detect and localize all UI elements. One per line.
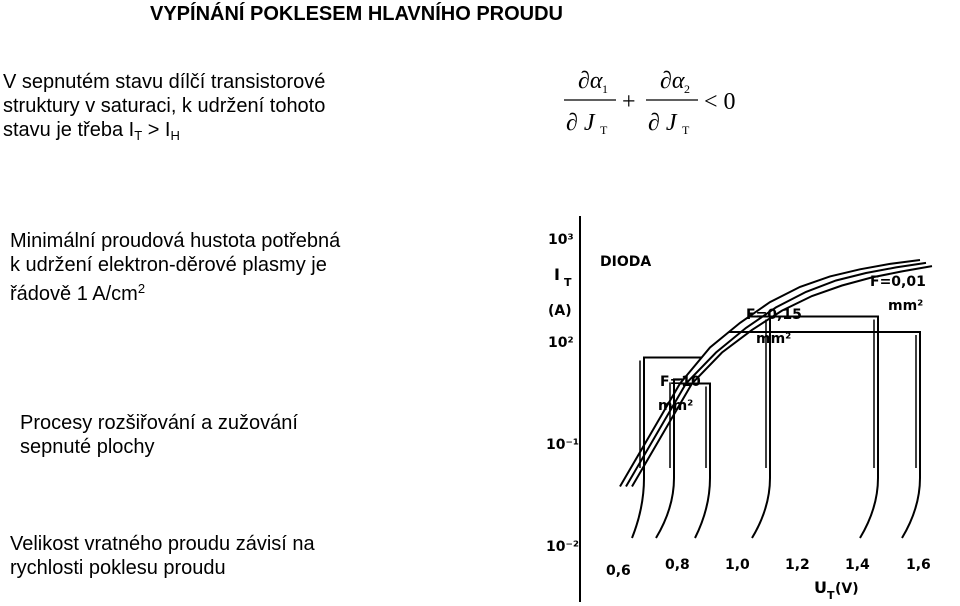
formula-denominator-1: ∂ J (566, 110, 595, 136)
x-axis-label: U (814, 578, 827, 597)
annotation-dioda: DIODA (600, 254, 652, 270)
area-spreading-text (20, 411, 298, 459)
x-tick-label: 1,6 (906, 557, 931, 573)
y-tick-label: 10⁻¹ (546, 437, 580, 453)
y-axis-label: I (554, 265, 560, 284)
y-axis-label: (A) (548, 303, 572, 319)
annotation-f10-unit: mm² (658, 398, 694, 414)
reverse-current-text (10, 532, 315, 580)
y-axis-label: T (564, 276, 572, 289)
text-line: sepnuté plochy (20, 436, 155, 458)
text-line: V sepnutém stavu dílčí transistorové (3, 71, 326, 93)
formula-numerator-2: ∂α (660, 68, 685, 94)
text-line: k udržení elektron-děrové plasmy je (10, 254, 327, 276)
formula-relation: < 0 (704, 89, 736, 115)
formula-sub: 1 (602, 82, 608, 96)
annotation-f10: F=10 (660, 374, 701, 390)
y-tick-label: 10⁻² (546, 539, 580, 555)
text-line: Minimální proudová hustota potřebná (10, 230, 341, 252)
text-line: rychlosti poklesu proudu (10, 557, 226, 579)
holding-condition-text (3, 70, 325, 148)
formula-numerator-1: ∂α (578, 68, 603, 94)
annotation-f015-unit: mm² (756, 331, 792, 347)
x-tick-label: 0,8 (665, 557, 690, 573)
text-line: Procesy rozšiřování a zužování (20, 412, 298, 434)
annotation-f015: F=0,15 (746, 307, 802, 323)
annotation-f001: F=0,01 (870, 274, 926, 290)
x-tick-label: 0,6 (606, 563, 631, 579)
formula-sub: T (600, 123, 608, 137)
annotation-f001-unit: mm² (888, 298, 924, 314)
formula-sub: T (682, 123, 690, 137)
x-tick-label: 1,0 (725, 557, 750, 573)
formula-sub: 2 (684, 82, 690, 96)
text-line: stavu je třeba $I_T > I_H$ (3, 119, 180, 143)
stability-formula (560, 60, 760, 150)
y-tick-label: 10³ (548, 232, 574, 248)
formula-plus: + (622, 89, 636, 115)
min-current-density-text (10, 229, 340, 306)
formula-denominator-2: ∂ J (648, 110, 677, 136)
slide-title: VYPÍNÁNÍ POKLESEM HLAVNÍHO PROUDU (150, 3, 563, 25)
x-tick-label: 1,2 (785, 557, 810, 573)
text-line: Velikost vratného proudu závisí na (10, 533, 315, 555)
y-tick-label: 10² (548, 335, 574, 351)
x-tick-label: 1,4 (845, 557, 870, 573)
switch-off-chart (534, 216, 954, 602)
x-axis-label: T (827, 589, 835, 602)
text-line: řádově 1 $A/cm^2$ (10, 281, 146, 305)
text-line: struktury v saturaci, k udržení tohoto (3, 95, 326, 117)
x-axis-label: (V) (835, 581, 859, 597)
